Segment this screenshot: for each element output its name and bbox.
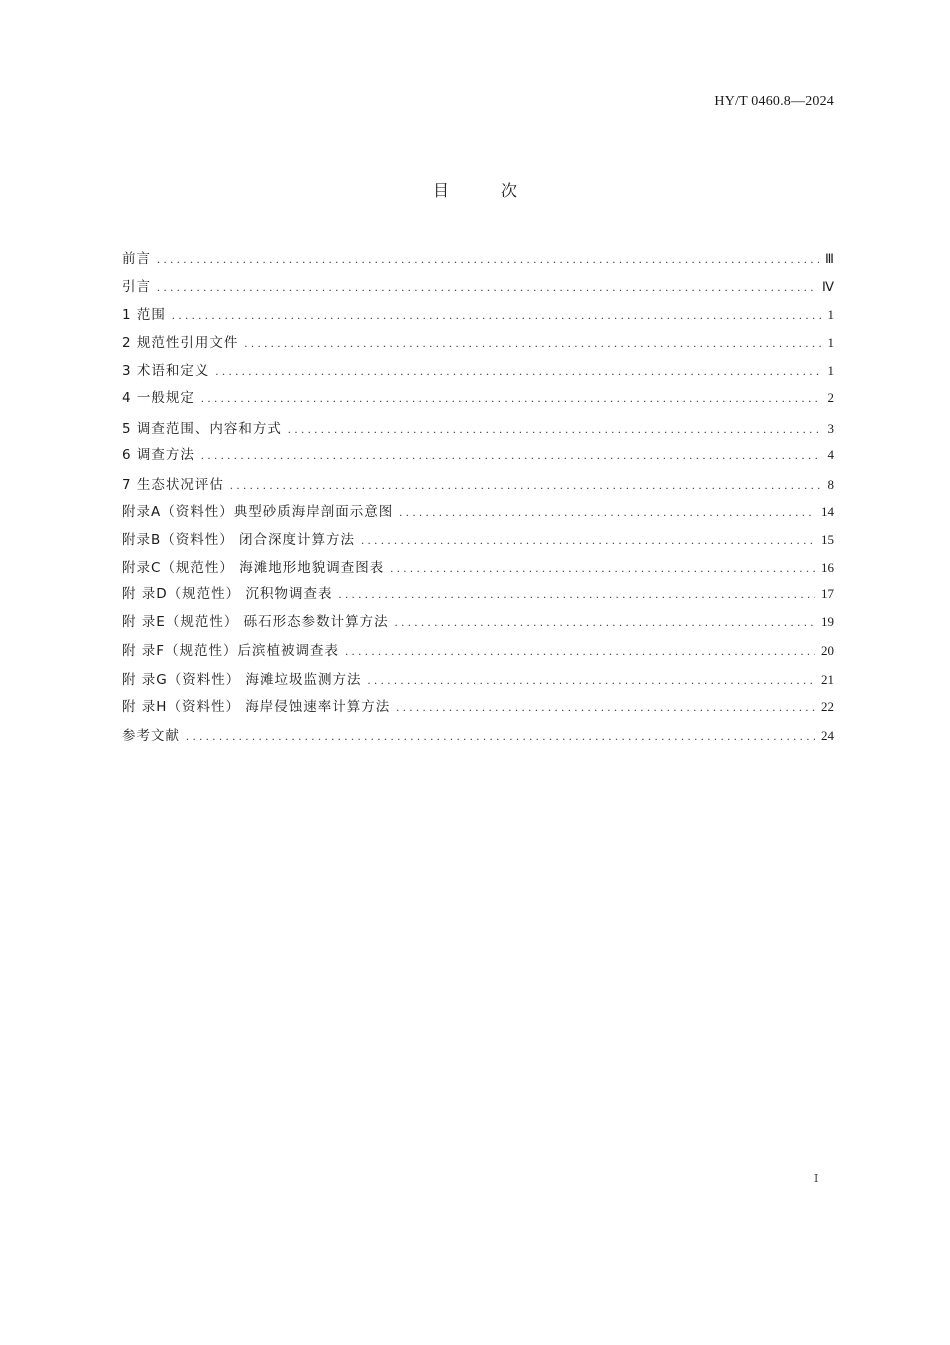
toc-entry-page: 15	[821, 532, 834, 547]
toc-entry-survey-methods[interactable]	[122, 445, 834, 465]
toc-entry-label: 5 调查范围、内容和方式	[122, 421, 282, 437]
document-code: HY/T 0460.8—2024	[714, 94, 834, 109]
toc-entry-page: 2	[827, 390, 834, 405]
toc-entry-page: 24	[821, 728, 834, 743]
toc-title-char-1: 目	[432, 181, 449, 200]
toc-entry-page: 17	[821, 586, 834, 601]
toc-leader-dots	[395, 612, 815, 632]
toc-leader-dots	[338, 584, 815, 604]
toc-title-char-2: 次	[501, 181, 518, 200]
toc-entry-page: 1	[827, 335, 834, 350]
toc-entry-label: 参考文献	[122, 728, 180, 744]
toc-entry-label: 附 录G（资料性） 海滩垃圾监测方法	[122, 672, 362, 688]
toc-entry-label: 附 录H（资料性） 海岸侵蚀速率计算方法	[122, 699, 391, 715]
toc-entry-label: 3 术语和定义	[122, 363, 210, 379]
toc-entry-label: 7 生态状况评估	[122, 477, 224, 493]
toc-entry-page: Ⅲ	[825, 251, 834, 266]
toc-entry-label: 引言	[122, 279, 151, 295]
toc-leader-dots	[215, 361, 821, 381]
toc-entry-page: Ⅳ	[822, 279, 834, 294]
toc-leader-dots	[244, 333, 821, 353]
toc-leader-dots	[157, 249, 819, 269]
toc-entry-ecological-assessment[interactable]	[122, 475, 834, 495]
toc-entry-appendix-c[interactable]	[122, 558, 834, 578]
toc-entry-label: 4 一般规定	[122, 390, 195, 406]
toc-leader-dots	[399, 502, 815, 522]
toc-entry-normative-references[interactable]	[122, 333, 834, 353]
toc-leader-dots	[368, 670, 815, 690]
toc-entry-label: 附 录F（规范性）后滨植被调查表	[122, 643, 340, 659]
toc-leader-dots	[157, 277, 816, 297]
toc-entry-terms[interactable]	[122, 361, 834, 381]
toc-entry-survey-scope[interactable]	[122, 419, 834, 439]
toc-leader-dots	[201, 388, 822, 408]
toc-entry-page: 8	[827, 477, 834, 492]
toc-entry-page: 21	[821, 672, 834, 687]
toc-entry-introduction[interactable]	[122, 277, 834, 297]
toc-entry-appendix-a[interactable]	[122, 502, 834, 522]
toc-entry-page: 20	[821, 643, 834, 658]
toc-leader-dots	[288, 419, 822, 439]
toc-entry-appendix-d[interactable]	[122, 584, 834, 604]
page-number: I	[814, 1172, 819, 1185]
toc-entry-page: 22	[821, 699, 834, 714]
toc-leader-dots	[230, 475, 822, 495]
toc-entry-page: 1	[827, 307, 834, 322]
toc-entry-page: 16	[821, 560, 834, 575]
toc-entry-appendix-e[interactable]	[122, 612, 834, 632]
toc-entry-foreword[interactable]	[122, 249, 834, 269]
toc-leader-dots	[186, 726, 815, 746]
toc-entry-page: 4	[827, 447, 834, 462]
toc-entry-general-provisions[interactable]	[122, 388, 834, 408]
toc-entry-appendix-b[interactable]	[122, 530, 834, 550]
toc-leader-dots	[361, 530, 815, 550]
toc-entry-bibliography[interactable]	[122, 726, 834, 746]
toc-entry-label: 附 录E（规范性） 砾石形态参数计算方法	[122, 614, 389, 630]
toc-entry-label: 2 规范性引用文件	[122, 335, 239, 351]
toc-leader-dots	[172, 305, 822, 325]
toc-entry-page: 1	[827, 363, 834, 378]
toc-entry-appendix-h[interactable]	[122, 697, 834, 717]
toc-leader-dots	[201, 445, 822, 465]
toc-entry-appendix-f[interactable]	[122, 641, 834, 661]
toc-entry-page: 3	[827, 421, 834, 436]
toc-entry-page: 14	[821, 504, 834, 519]
toc-entry-page: 19	[821, 614, 834, 629]
toc-entry-label: 1 范围	[122, 307, 166, 323]
toc-entry-label: 附录C（规范性） 海滩地形地貌调查图表	[122, 560, 385, 576]
toc-leader-dots	[396, 697, 815, 717]
toc-title	[0, 178, 950, 201]
toc-leader-dots	[345, 641, 815, 661]
toc-entry-label: 6 调查方法	[122, 447, 195, 463]
toc-entry-label: 前言	[122, 251, 151, 267]
toc-entry-label: 附录A（资料性）典型砂质海岸剖面示意图	[122, 504, 394, 520]
toc-entry-label: 附 录D（规范性） 沉积物调查表	[122, 586, 333, 602]
toc-leader-dots	[390, 558, 815, 578]
toc-entry-appendix-g[interactable]	[122, 670, 834, 690]
toc-entry-scope[interactable]	[122, 305, 834, 325]
toc-entry-label: 附录B（资料性） 闭合深度计算方法	[122, 532, 356, 548]
